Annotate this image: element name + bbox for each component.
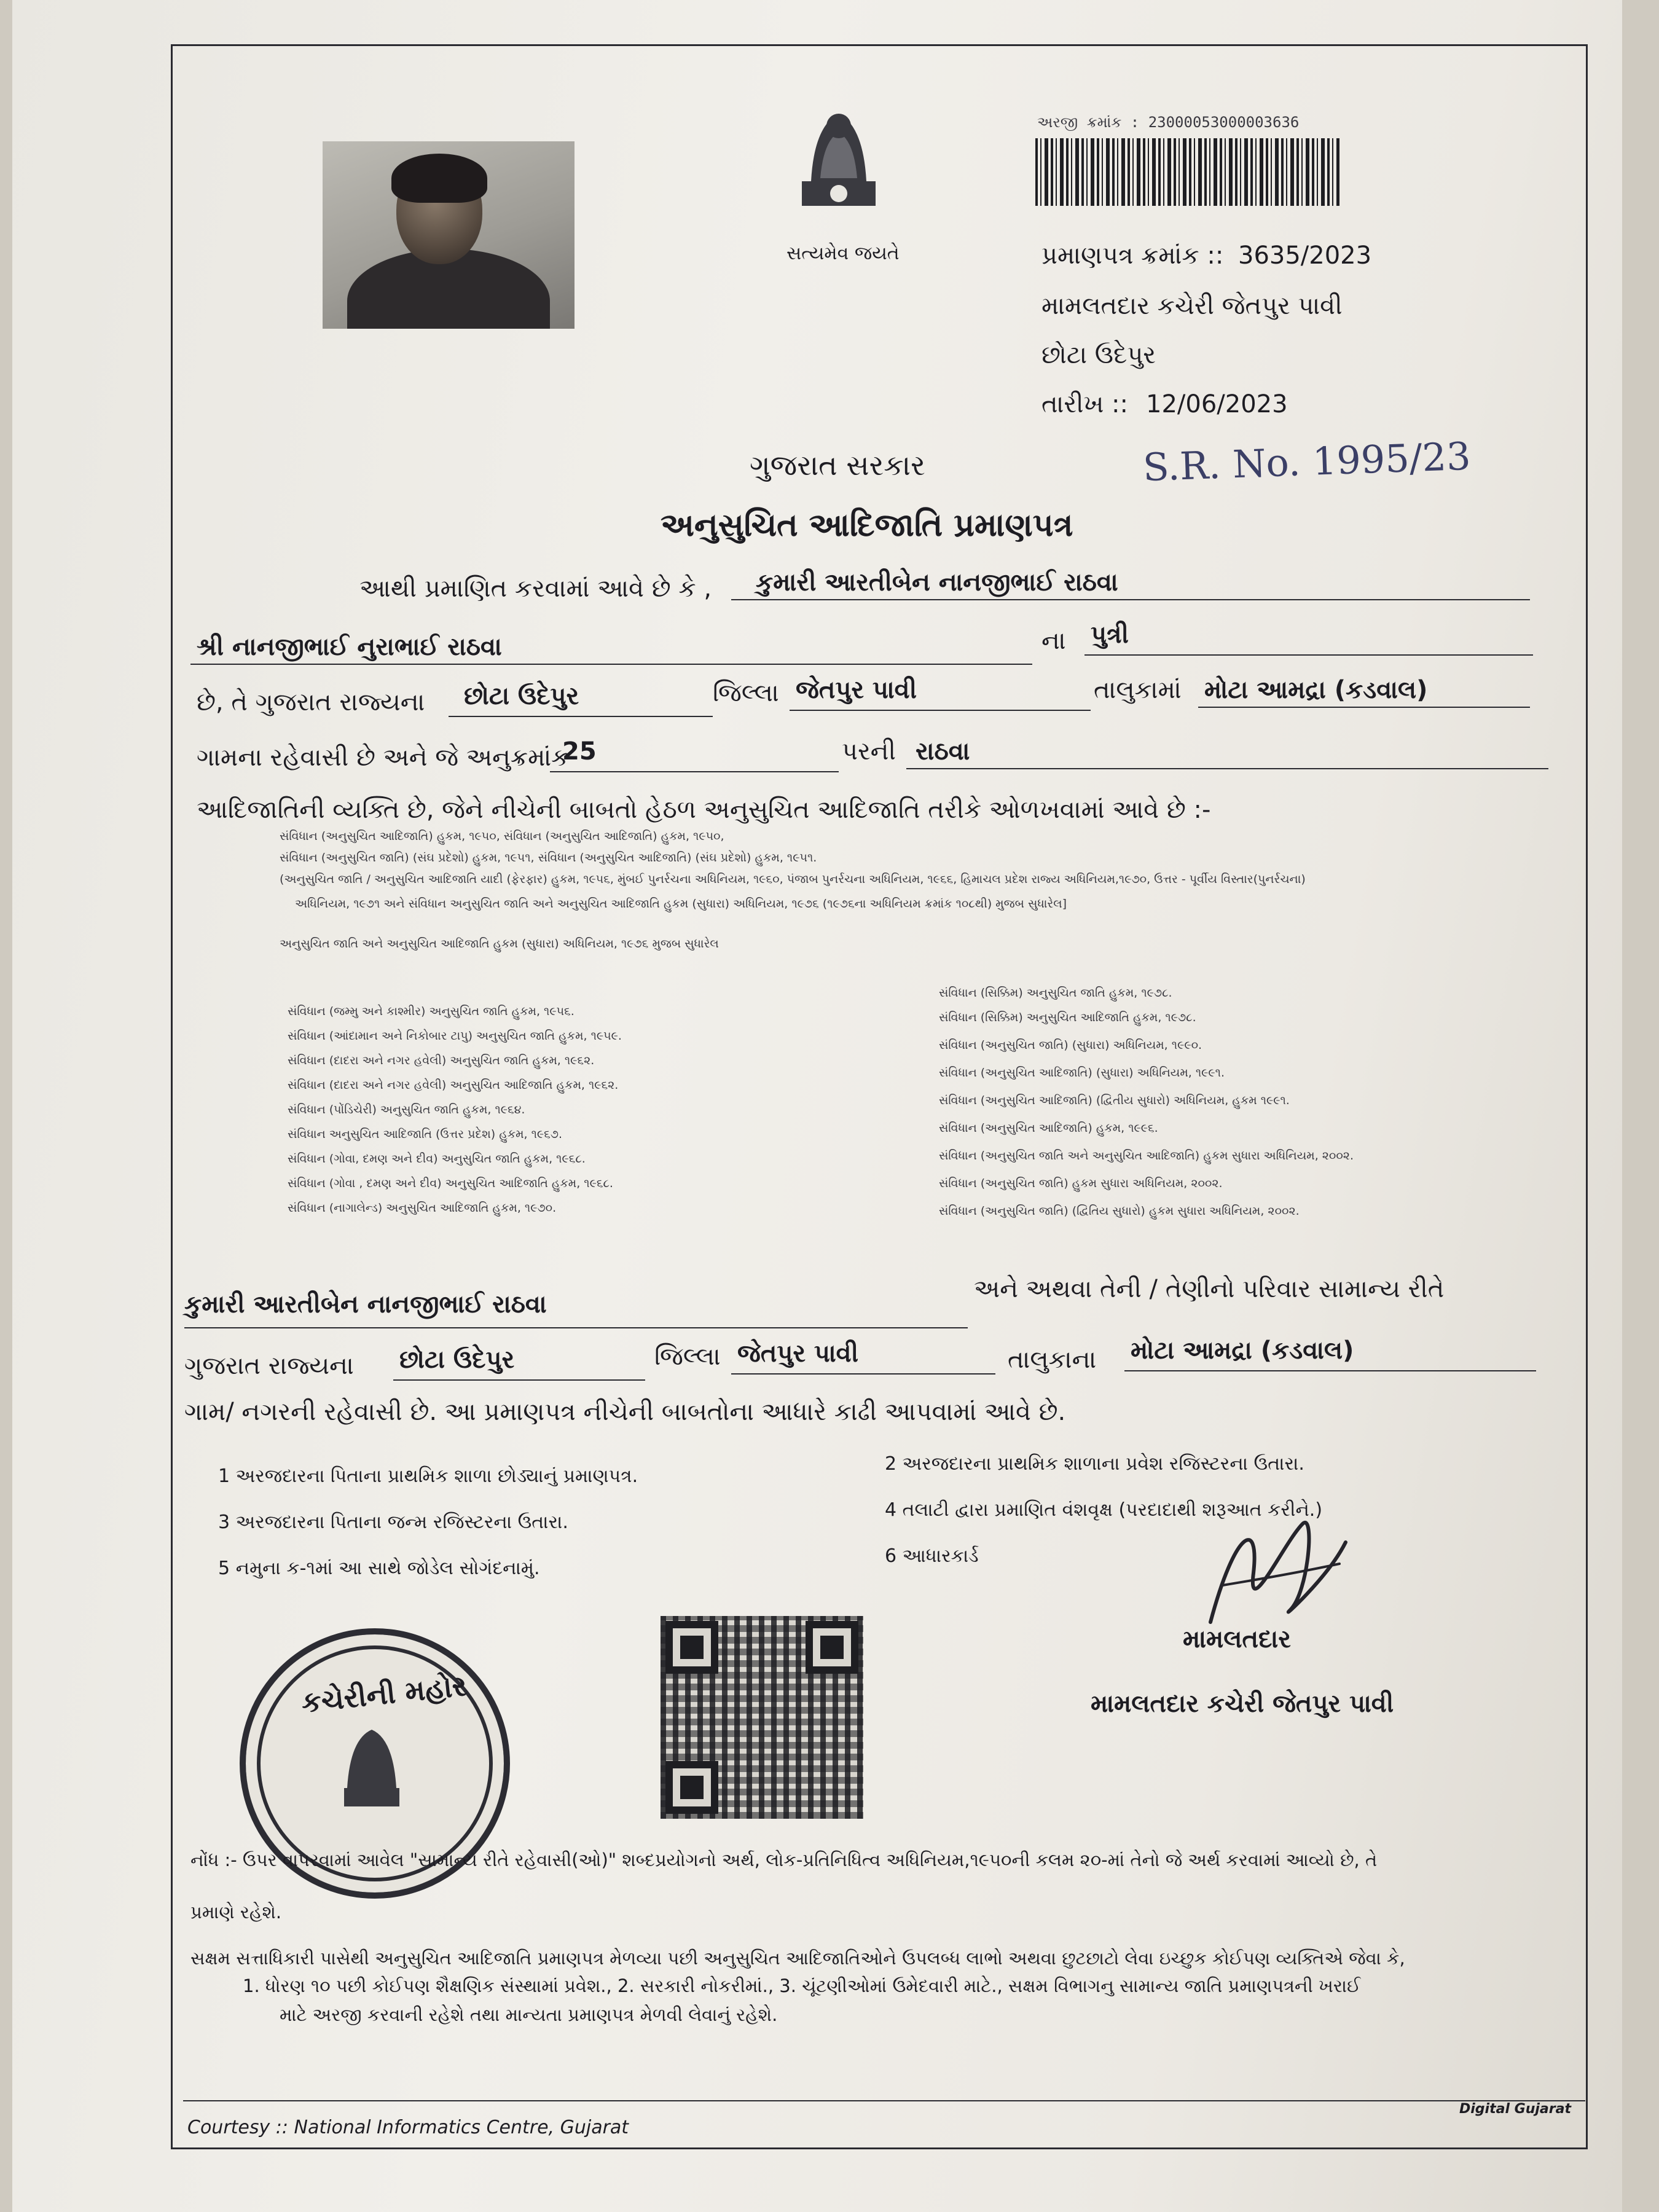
certificate-title: અનુસુચિત આદિજાતિ પ્રમાણપત્ર xyxy=(661,507,1073,544)
usage-line: સક્ષમ સત્તાધિકારી પાસેથી અનુસુચિત આદિજાતિ પ્રમાણપત્ર મેળવ્યા પછી અનુસુચિત આદિજાતિઓને ઉપલબ્ધ લાભો અથવા છુટછાટો લેવા ઇચ્છુક કોઈપણ વ્યક્તિએ જેવા કે, xyxy=(190,1948,1405,1969)
district-value-2: છોટા ઉદેપુર xyxy=(399,1346,515,1374)
taluka-value: જેતપુર પાવી xyxy=(796,676,917,704)
district-label-2: જિલ્લા xyxy=(654,1343,721,1371)
certify-prefix: આથી પ્રમાણિત કરવામાં આવે છે કે , xyxy=(359,575,712,603)
legal-line: (અનુસુચિત જાતિ / અનુસુચિત આદિજાતિ યાદી (ફેરફાર) હુકમ, ૧૯૫૬, મુંબઈ પુનર્રચના અધિનિયમ, ૧૯૬૦, પંજાબ પુનર્રચના અધિનિયમ, ૧૯૬૬, હિમાચલ પ્રદેશ રાજ્ય અધિનિયમ,૧૯૭૦, ઉત્તર - પૂર્વીય વિસ્તાર(પુનર્રચના) xyxy=(280,873,1306,886)
par-label: પરની xyxy=(842,737,896,766)
basis-line: ગામ/ નગરની રહેવાસી છે. આ પ્રમાણપત્ર નીચેની બાબતોના આધારે કાઢી આપવામાં આવે છે. xyxy=(184,1398,1066,1426)
certificate-number-label: પ્રમાણપત્ર ક્રમાંક :: xyxy=(1041,241,1224,270)
document-item: 2 અરજદારના પ્રાથમિક શાળાના પ્રવેશ રજિસ્ટરના ઉતારા. xyxy=(885,1453,1304,1475)
order-left: સંવિધાન (જમ્મુ અને કાશ્મીર) અનુસુચિત જાતિ હુકમ, ૧૯૫૬. xyxy=(288,1005,575,1018)
footer-divider xyxy=(183,2100,1585,2101)
ashoka-emblem-icon xyxy=(777,89,900,237)
signatory-office: મામલતદાર કચેરી જેતપુર પાવી xyxy=(1091,1690,1394,1718)
date-label: તારીખ :: xyxy=(1041,390,1128,418)
taluka-underline xyxy=(790,710,1091,711)
legal-line: સંવિધાન (અનુસુચિત આદિજાતિ) હુકમ, ૧૯૫૦, સંવિધાન (અનુસુચિત આદિજાતિ) હુકમ, ૧૯૫૦, xyxy=(280,830,724,843)
order-right: સંવિધાન (અનુસુચિત જાતિ) (દ્વિતિય સુધારો) હુકમ સુધારા અધિનિયમ, ૨૦૦૨. xyxy=(939,1204,1300,1218)
state-prefix: છે, તે ગુજરાત રાજ્યના xyxy=(197,688,425,716)
taluka-2-underline xyxy=(731,1373,995,1375)
father-name-underline xyxy=(190,664,1032,665)
village-value: મોટા આમદ્રા (કડવાલ) xyxy=(1204,676,1428,704)
serial-underline xyxy=(550,771,839,772)
state-prefix-2: ગુજરાત રાજ્યના xyxy=(184,1352,354,1380)
document-item: 3 અરજદારના પિતાના જન્મ રજિસ્ટરના ઉતારા. xyxy=(218,1512,568,1533)
order-right: સંવિધાન (અનુસુચિત જાતિ અને અનુસુચિત આદિજાતિ) હુકમ સુધારા અધિનિયમ, ૨૦૦૨. xyxy=(939,1149,1354,1163)
document-item: 4 તલાટી દ્વારા પ્રમાણિત વંશવૃક્ષ (પરદાદાથી શરૂઆત કરીને.) xyxy=(885,1499,1323,1521)
serial-number: 25 xyxy=(562,737,597,766)
order-left: સંવિધાન (ગોવા , દમણ અને દીવ) અનુસુચિત આદિજાતિ હુકમ, ૧૯૬૮. xyxy=(288,1177,613,1190)
seal-emblem-icon xyxy=(338,1720,406,1819)
order-left: સંવિધાન (દાદરા અને નગર હવેલી) અનુસુચિત જાતિ હુકમ, ૧૯૬૨. xyxy=(288,1054,595,1067)
barcode xyxy=(1035,138,1339,206)
order-right: સંવિધાન (અનુસુચિત જાતિ) હુકમ સુધારા અધિનિયમ, ૨૦૦૨. xyxy=(939,1177,1223,1190)
order-left: સંવિધાન અનુસુચિત આદિજાતિ (ઉત્તર પ્રદેશ) હુકમ, ૧૯૬૭. xyxy=(288,1128,563,1141)
tribe-value: રાઠવા xyxy=(916,737,970,766)
document-item: 5 નમુના ક-૧માં આ સાથે જોડેલ સોગંદનામું. xyxy=(218,1558,540,1579)
district-underline xyxy=(449,716,713,717)
name-repeat-underline xyxy=(184,1327,968,1328)
handwritten-reference: S.R. No. 1995/23 xyxy=(1142,433,1472,490)
document-item: 1 અરજદારના પિતાના પ્રાથમિક શાળા છોડ્યાનું પ્રમાણપત્ર. xyxy=(218,1465,638,1487)
order-right: સંવિધાન (અનુસુચિત જાતિ) (સુધારા) અધિનિયમ, ૧૯૯૦. xyxy=(939,1038,1202,1052)
order-right: સંવિધાન (અનુસુચિત આદિજાતિ) (દ્વિતીય સુધારો) અધિનિયમ, હુકમ ૧૯૯૧. xyxy=(939,1094,1290,1107)
applicant-name: કુમારી આરતીબેન નાનજીભાઈ રાઠવા xyxy=(756,568,1118,597)
order-left: સંવિધાન (ગોવા, દમણ અને દીવ) અનુસુચિત જાતિ હુકમ, ૧૯૬૮. xyxy=(288,1152,586,1166)
applicant-photo xyxy=(323,141,575,329)
legal-line: સંવિધાન (અનુસુચિત જાતિ) (સંઘ પ્રદેશો) હુકમ, ૧૯૫૧, સંવિધાન (અનુસુચિત આદિજાતિ) (સંઘ પ્રદેશો) હુકમ, ૧૯૫૧. xyxy=(280,851,817,865)
application-number: અરજી ક્રમાંક : 23000053000003636 xyxy=(1037,114,1300,131)
taluka-value-2: જેતપુર પાવી xyxy=(737,1339,859,1368)
applicant-name-repeat: કુમારી આરતીબેન નાનજીભાઈ રાઠવા xyxy=(184,1290,547,1319)
na-label: ના xyxy=(1041,627,1066,655)
digital-gujarat-logo: Digital Gujarat xyxy=(1459,2101,1571,2117)
order-right: સંવિધાન (અનુસુચિત આદિજાતિ) (સુધારા) અધિનિયમ, ૧૯૯૧. xyxy=(939,1066,1225,1080)
qr-code xyxy=(661,1616,863,1819)
seal-text: કચેરીની મહોર xyxy=(299,1669,469,1719)
district-value: છોટા ઉદેપુર xyxy=(464,682,579,710)
issue-date: 12/06/2023 xyxy=(1146,390,1288,418)
order-right: સંવિધાન (અનુસુચિત આદિજાતિ) હુકમ, ૧૯૯૬. xyxy=(939,1121,1158,1135)
order-left: સંવિધાન (દાદરા અને નગર હવેલી) અનુસુચિત આદિજાતિ હુકમ, ૧૯૬૨. xyxy=(288,1078,619,1092)
village-underline xyxy=(1198,707,1530,708)
family-phrase: અને અથવા તેની / તેણીનો પરિવાર સામાન્ય રીતે xyxy=(974,1275,1445,1303)
order-right: સંવિધાન (સિક્કિમ) અનુસુચિત જાતિ હુકમ, ૧૯૭૮. xyxy=(939,986,1172,1000)
village-value-2: મોટા આમદ્રા (કડવાલ) xyxy=(1131,1336,1354,1365)
tribe-statement: આદિજાતિની વ્યક્તિ છે, જેને નીચેની બાબતો હેઠળ અનુસુચિત આદિજાતિ તરીકે ઓળખવામાં આવે છે :- xyxy=(197,796,1211,824)
taluka-label-2: તાલુકાના xyxy=(1008,1346,1097,1374)
note-line: નોંધ :- ઉપર વાપરવામાં આવેલ "સામાન્ય રીતે રહેવાસી(ઓ)" શબ્દપ્રયોગનો અર્થ, લોક-પ્રતિનિધિત્વ અધિનિયમ,૧૯૫૦ની કલમ ૨૦-માં તેનો જે અર્થ કરવામાં આવ્યો છે, તે xyxy=(190,1849,1378,1870)
document-item: 6 આધારકાર્ડ xyxy=(885,1545,979,1567)
order-left: સંવિધાન (નાગાલેન્ડ) અનુસુચિત આદિજાતિ હુકમ, ૧૯૭૦. xyxy=(288,1201,557,1215)
relation: પુત્રી xyxy=(1091,621,1129,649)
taluka-label: તાલુકામાં xyxy=(1094,676,1182,704)
relation-underline xyxy=(1084,654,1533,656)
emblem-caption: સત્યમેવ જયતે xyxy=(786,243,900,264)
certificate-number: 3635/2023 xyxy=(1238,241,1372,270)
usage-item-continued: માટે અરજી કરવાની રહેશે તથા માન્યતા પ્રમાણપત્ર મેળવી લેવાનું રહેશે. xyxy=(280,2004,778,2025)
usage-item: 1. ધોરણ ૧૦ પછી કોઈપણ શૈક્ષણિક સંસ્થામાં પ્રવેશ., 2. સરકારી નોકરીમાં., 3. ચૂંટણીઓમાં ઉમેદવારી માટે., સક્ષમ વિભાગનુ સામાન્ય જાતિ પ્રમાણપત્રની ખરાઈ xyxy=(243,1975,1361,1996)
courtesy-text: Courtesy :: National Informatics Centre, Gujarat xyxy=(187,2117,629,2138)
note-line-continued: પ્રમાણે રહેશે. xyxy=(190,1902,282,1923)
district-label: જિલ્લા xyxy=(713,679,779,707)
government-name: ગુજરાત સરકાર xyxy=(750,449,925,482)
order-right: સંવિધાન (સિક્કિમ) અનુસુચિત આદિજાતિ હુકમ, ૧૯૭૮. xyxy=(939,1011,1196,1024)
father-name: શ્રી નાનજીભાઈ નુરાભાઈ રાઠવા xyxy=(197,633,502,661)
order-left: સંવિધાન (પોંડિચેરી) અનુસુચિત જાતિ હુકમ, ૧૯૬૪. xyxy=(288,1103,525,1116)
legal-line: અનુસુચિત જાતિ અને અનુસુચિત આદિજાતિ હુકમ (સુધારા) અધિનિયમ, ૧૯૭૬ મુજબ સુધારેલ xyxy=(280,937,719,951)
district-2-underline xyxy=(393,1379,645,1381)
tribe-underline xyxy=(906,768,1548,769)
applicant-name-underline xyxy=(731,599,1530,600)
legal-line: અધિનિયમ, ૧૯૭૧ અને સંવિધાન અનુસુચિત જાતિ અને અનુસુચિત આદિજાતિ હુકમ (સુધારા) અધિનિયમ, ૧૯૭૬ (૧૯૭૬ના અધિનિયમ ક્રમાંક ૧૦૮થી) મુજબ સુધારેલ] xyxy=(295,897,1067,911)
signatory-designation: મામલતદાર xyxy=(1183,1625,1291,1653)
resident-prefix: ગામના રહેવાસી છે અને જે અનુક્રમાંક xyxy=(197,743,569,772)
issuing-district: છોટા ઉદેપુર xyxy=(1041,341,1156,369)
order-left: સંવિધાન (આંદામાન અને નિકોબાર ટાપુ) અનુસુચિત જાતિ હુકમ, ૧૯૫૯. xyxy=(288,1029,622,1043)
village-2-underline xyxy=(1124,1370,1536,1371)
issuing-office: મામલતદાર કચેરી જેતપુર પાવી xyxy=(1041,292,1343,320)
